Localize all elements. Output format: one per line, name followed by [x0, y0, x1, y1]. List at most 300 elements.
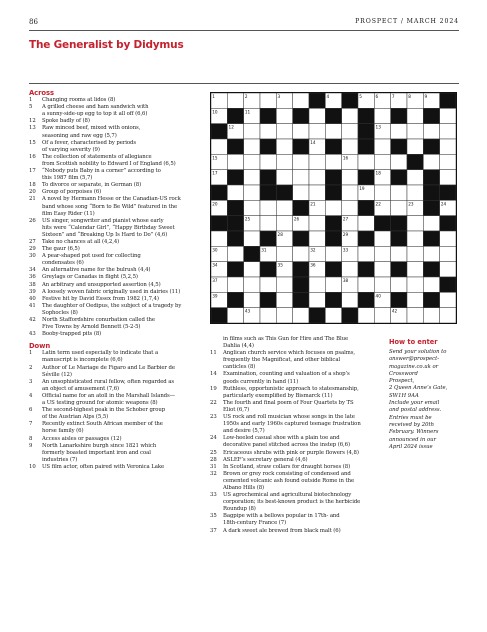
across-clue-line [29, 225, 204, 232]
grid-block-cell [391, 139, 407, 154]
clue-column-middle [210, 336, 382, 535]
clue-number [29, 357, 42, 364]
grid-cell[interactable] [325, 154, 341, 169]
clue-text: Ruthless, opportunistic approach to statesmanship, [223, 385, 359, 392]
grid-cell[interactable] [342, 139, 358, 154]
grid-cell[interactable] [276, 246, 292, 261]
grid-cell[interactable] [293, 124, 309, 139]
clue-text: Group of porpoises (6) [42, 189, 102, 196]
grid-block-cell [358, 262, 374, 277]
grid-cell[interactable] [423, 246, 439, 261]
grid-cell[interactable] [276, 139, 292, 154]
clue-number: 8 [29, 435, 33, 442]
grid-block-cell [293, 292, 309, 307]
grid-cell[interactable] [309, 108, 325, 123]
across-clue-line [29, 133, 204, 140]
title-rule [29, 83, 459, 84]
clue-number [210, 343, 223, 350]
grid-cell[interactable] [325, 277, 341, 292]
grid-clue-number: 14 [310, 140, 316, 145]
down-clue-line [210, 506, 382, 513]
how-to-enter-line: magazine.co.uk or [389, 363, 439, 370]
clue-number [210, 336, 223, 343]
grid-clue-number: 31 [261, 247, 267, 253]
grid-cell[interactable] [260, 200, 276, 215]
grid-clue-number: 27 [342, 216, 349, 222]
clue-number: 19 [210, 385, 217, 392]
down-clue-line [210, 364, 382, 371]
grid-cell[interactable] [276, 308, 292, 323]
grid-block-cell [423, 292, 439, 307]
grid-block-cell [309, 93, 325, 108]
grid-cell[interactable] [374, 262, 390, 277]
clue-number [29, 232, 42, 239]
clue-text: The daughter of Oedipus, the subject of a tragedy by [42, 302, 182, 309]
clue-number [29, 400, 42, 407]
grid-cell[interactable] [276, 277, 292, 292]
grid-cell[interactable] [309, 216, 325, 231]
grid-block-cell [423, 262, 439, 277]
clue-text: goods currently in hand (11) [223, 378, 299, 385]
across-clue-line [29, 140, 204, 147]
clue-number: 11 [210, 350, 217, 357]
grid-cell[interactable] [374, 185, 390, 200]
grid-cell[interactable] [423, 308, 439, 323]
grid-block-cell [293, 277, 309, 292]
grid-cell[interactable] [374, 246, 390, 261]
across-clue-line [29, 303, 204, 310]
down-clue-line [210, 528, 382, 535]
grid-clue-number: 7 [391, 94, 395, 99]
clue-text: decorative panel stitched across the instep (6,6) [223, 442, 351, 449]
down-clue-line [29, 428, 204, 435]
grid-cell[interactable] [407, 262, 423, 277]
clue-text: In Scotland, straw collars for draught horses (8) [223, 463, 351, 470]
grid-cell[interactable] [260, 154, 276, 169]
grid-cell[interactable] [440, 246, 456, 261]
grid-block-cell [309, 308, 325, 323]
grid-cell[interactable] [276, 170, 292, 185]
grid-block-cell [244, 246, 260, 261]
clue-number: 27 [29, 238, 36, 245]
page-number: 86 [29, 18, 38, 26]
grid-cell[interactable] [374, 139, 390, 154]
grid-clue-number: 8 [408, 94, 411, 99]
clue-number [29, 310, 42, 317]
down-clue-line [29, 457, 204, 464]
grid-clue-number: 5 [359, 94, 362, 99]
clue-text: The fourth and final poem of Four Quartets by TS [223, 399, 354, 406]
grid-cell[interactable] [423, 216, 439, 231]
grid-cell[interactable] [276, 154, 292, 169]
grid-block-cell [440, 93, 456, 108]
grid-cell[interactable] [227, 93, 243, 108]
clue-number: 6 [29, 407, 33, 414]
grid-cell[interactable] [407, 292, 423, 307]
grid-cell[interactable] [391, 185, 407, 200]
clue-number: 24 [210, 435, 217, 442]
grid-cell[interactable] [260, 124, 276, 139]
grid-cell[interactable] [440, 170, 456, 185]
grid-cell[interactable] [391, 277, 407, 292]
grid-cell[interactable] [358, 246, 374, 261]
puzzle-title: The Generalist by Didymus [29, 39, 184, 51]
grid-cell[interactable] [244, 139, 260, 154]
grid-cell[interactable] [309, 231, 325, 246]
grid-cell[interactable] [309, 154, 325, 169]
grid-cell[interactable] [391, 124, 407, 139]
across-clue-line [29, 246, 204, 253]
grid-cell[interactable] [227, 185, 243, 200]
across-clue-line [29, 189, 204, 196]
grid-cell[interactable] [407, 170, 423, 185]
down-heading: Down [29, 342, 51, 351]
grid-cell[interactable] [309, 170, 325, 185]
how-to-enter-line: February. Winners [389, 429, 439, 436]
clue-number [210, 364, 223, 371]
clue-column-left [29, 90, 204, 471]
clue-number: 13 [29, 125, 36, 132]
clue-number: 21 [29, 196, 36, 203]
clue-text: US rock and roll musician whose songs in the late [223, 414, 355, 421]
grid-block-cell [293, 231, 309, 246]
clue-number: 23 [210, 414, 217, 421]
grid-clue-number: 23 [408, 201, 414, 207]
grid-block-cell [423, 231, 439, 246]
down-clue-line [210, 442, 382, 449]
grid-clue-number: 34 [212, 262, 218, 268]
grid-cell[interactable] [358, 154, 374, 169]
grid-cell[interactable] [227, 154, 243, 169]
grid-cell[interactable] [342, 108, 358, 123]
clue-number [210, 357, 223, 364]
clue-text: particularly exemplified by Bismarck (11) [223, 392, 333, 399]
clue-number [210, 499, 223, 506]
clue-number: 42 [29, 317, 36, 323]
down-clue-line [210, 379, 382, 386]
grid-cell[interactable] [342, 185, 358, 200]
grid-cell[interactable] [440, 124, 456, 139]
grid-cell[interactable] [440, 308, 456, 323]
how-to-enter-line: Include your email [389, 400, 440, 407]
grid-cell[interactable] [358, 277, 374, 292]
clue-number [29, 211, 42, 218]
grid-block-cell [325, 185, 341, 200]
down-clue-line [210, 485, 382, 492]
clue-text: Author of Le Mariage de Figaro and Le Barbier de [42, 364, 175, 371]
grid-cell[interactable] [407, 308, 423, 323]
grid-cell[interactable] [227, 246, 243, 261]
clue-text: US singer, songwriter and pianist whose early [42, 217, 164, 224]
grid-clue-number: 16 [342, 155, 349, 161]
across-clue-line [29, 118, 204, 125]
grid-clue-number: 40 [375, 293, 381, 299]
grid-cell[interactable] [423, 154, 439, 169]
down-clue-list-part1 [29, 350, 204, 471]
down-clue-line [29, 379, 204, 386]
grid-cell[interactable] [342, 124, 358, 139]
clue-text: industries (7) [42, 456, 78, 463]
grid-cell[interactable] [276, 292, 292, 307]
clue-text: Recently extinct South African member of the [42, 421, 163, 428]
grid-block-cell [342, 308, 358, 323]
grid-cell[interactable] [440, 231, 456, 246]
down-clue-line [29, 443, 204, 450]
clue-number: 15 [29, 139, 36, 146]
grid-cell[interactable] [244, 154, 260, 169]
grid-block-cell [325, 292, 341, 307]
clue-text: Changing rooms at lidos (8) [42, 97, 116, 104]
grid-cell[interactable] [244, 124, 260, 139]
grid-cell[interactable] [325, 124, 341, 139]
clue-text: A pear-shaped pot used for collecting [42, 253, 141, 260]
clue-text: canticles (8) [223, 364, 256, 371]
across-clue-line [29, 147, 204, 154]
grid-clue-number: 41 [212, 308, 218, 314]
clue-text: a sunny-side-up egg to top it all off (6,6) [42, 111, 148, 118]
clue-text: Latin term used especially to indicate that a [42, 350, 159, 357]
grid-cell[interactable] [374, 231, 390, 246]
grid-clue-number: 42 [391, 308, 398, 314]
grid-cell[interactable] [407, 108, 423, 123]
grid-clue-number: 4 [326, 94, 330, 99]
clue-number [29, 386, 42, 393]
down-clue-line [29, 464, 204, 471]
grid-block-cell [211, 185, 227, 200]
clue-text: Examination, counting and valuation of a shop’s [223, 371, 350, 378]
grid-block-cell [227, 139, 243, 154]
grid-cell[interactable] [342, 200, 358, 215]
grid-cell[interactable] [244, 292, 260, 307]
clue-number [29, 428, 42, 435]
clue-number: 16 [29, 153, 36, 160]
grid-block-cell [260, 185, 276, 200]
grid-cell[interactable] [440, 292, 456, 307]
clue-number: 37 [210, 527, 217, 534]
grid-cell[interactable] [260, 277, 276, 292]
grid-cell[interactable] [391, 200, 407, 215]
grid-cell[interactable] [342, 292, 358, 307]
how-to-enter-box [389, 338, 459, 451]
grid-cell[interactable] [260, 216, 276, 231]
grid-cell[interactable] [407, 185, 423, 200]
grid-cell[interactable] [391, 154, 407, 169]
clue-number: 43 [29, 331, 36, 338]
grid-block-cell [407, 154, 423, 169]
grid-cell[interactable] [407, 139, 423, 154]
grid-cell[interactable] [293, 93, 309, 108]
grid-block-cell [358, 200, 374, 215]
grid-cell[interactable] [309, 277, 325, 292]
grid-block-cell [423, 185, 439, 200]
clue-text: A grilled cheese and ham sandwich with [42, 104, 149, 111]
grid-block-cell [391, 216, 407, 231]
grid-cell[interactable] [244, 231, 260, 246]
how-to-enter-line: received by 20th [389, 421, 435, 428]
grid-cell[interactable] [440, 154, 456, 169]
grid-cell[interactable] [440, 139, 456, 154]
grid-cell[interactable] [374, 154, 390, 169]
grid-clue-number: 6 [375, 94, 379, 99]
grid-block-cell [227, 170, 243, 185]
grid-cell[interactable] [423, 277, 439, 292]
grid-block-cell [325, 108, 341, 123]
grid-cell[interactable] [309, 185, 325, 200]
clue-text: a US testing ground for atomic weapons (8) [42, 400, 158, 407]
grid-cell[interactable] [374, 308, 390, 323]
clue-number: 33 [210, 492, 217, 499]
across-clue-line [29, 204, 204, 211]
clue-text: Brown or grey rock consisting of condensed and [223, 470, 351, 477]
clue-number: 30 [29, 253, 36, 260]
clue-text: Take no chances at all (4,2,4) [42, 238, 120, 245]
grid-cell[interactable] [293, 185, 309, 200]
clue-text: horse family (6) [42, 428, 84, 435]
grid-block-cell [440, 277, 456, 292]
across-clue-line [29, 218, 204, 225]
grid-cell[interactable] [227, 308, 243, 323]
clue-text: manuscript is incomplete (6,6) [42, 357, 123, 364]
grid-cell[interactable] [309, 292, 325, 307]
clue-text: North Lanarkshire burgh since 1821 which [42, 442, 157, 449]
how-to-enter-body [389, 349, 459, 451]
grid-cell[interactable] [276, 124, 292, 139]
grid-cell[interactable] [276, 108, 292, 123]
clue-text: A dark sweet ale brewed from black malt (6) [223, 527, 341, 534]
grid-cell[interactable] [227, 277, 243, 292]
clue-number: 35 [210, 513, 217, 520]
grid-cell[interactable] [407, 246, 423, 261]
down-clue-line [210, 520, 382, 527]
grid-block-cell [391, 292, 407, 307]
down-clue-line [210, 457, 382, 464]
clue-number [29, 133, 42, 140]
grid-block-cell [260, 231, 276, 246]
across-clue-line [29, 211, 204, 218]
grid-cell[interactable] [293, 246, 309, 261]
clue-number: 2 [29, 364, 33, 371]
grid-cell[interactable] [293, 170, 309, 185]
grid-block-cell [260, 292, 276, 307]
grid-block-cell [358, 139, 374, 154]
grid-clue-number: 24 [440, 201, 447, 207]
across-clue-line [29, 282, 204, 289]
grid-clue-number: 25 [244, 216, 251, 222]
clue-text: North Staffordshire conurbation called the [42, 317, 155, 323]
grid-block-cell [325, 139, 341, 154]
grid-block-cell [391, 170, 407, 185]
grid-cell[interactable] [407, 124, 423, 139]
grid-cell[interactable] [325, 308, 341, 323]
clue-text: An arbitrary and unsupported assertion (4,5) [42, 281, 161, 288]
grid-block-cell [358, 231, 374, 246]
down-clue-line [210, 464, 382, 471]
grid-cell[interactable] [293, 154, 309, 169]
clue-number [210, 379, 223, 386]
clue-text: seasoning and raw egg (5,7) [42, 132, 117, 139]
grid-cell[interactable] [440, 108, 456, 123]
clue-text: corporation; its best-known product is the herbicide [223, 499, 361, 506]
clue-text: To divorce or separate, in German (8) [42, 182, 142, 189]
grid-clue-number: 13 [375, 124, 381, 130]
clue-text: US agrochemical and agricultural biotechnology [223, 492, 352, 499]
grid-block-cell [260, 108, 276, 123]
grid-cell[interactable] [244, 185, 260, 200]
clue-number [210, 428, 223, 435]
across-clue-line [29, 289, 204, 296]
grid-cell[interactable] [276, 200, 292, 215]
grid-cell[interactable] [391, 246, 407, 261]
grid-cell[interactable] [325, 246, 341, 261]
down-clue-line [210, 414, 382, 421]
across-clue-line [29, 154, 204, 161]
grid-block-cell [391, 262, 407, 277]
grid-block-cell [227, 292, 243, 307]
clue-text: Festive hit by David Essex from 1982 (1,7,4) [42, 295, 159, 302]
grid-cell[interactable] [211, 231, 227, 246]
clue-text: of varying severity (9) [42, 146, 100, 153]
down-clue-line [210, 407, 382, 414]
grid-cell[interactable] [342, 170, 358, 185]
grid-cell[interactable] [309, 124, 325, 139]
clue-number [210, 478, 223, 485]
grid-cell[interactable] [244, 170, 260, 185]
grid-cell[interactable] [407, 216, 423, 231]
grid-block-cell [227, 200, 243, 215]
grid-cell[interactable] [244, 277, 260, 292]
grid-cell[interactable] [293, 308, 309, 323]
grid-clue-number: 19 [359, 186, 365, 191]
grid-cell[interactable] [342, 262, 358, 277]
grid-cell[interactable] [358, 308, 374, 323]
clue-text: The second-highest peak in the Schober group [42, 407, 166, 414]
grid-clue-number: 26 [293, 216, 300, 222]
grid-cell[interactable] [440, 262, 456, 277]
down-clue-line [210, 343, 382, 350]
clue-number [210, 506, 223, 513]
clue-text: Albano Hills (8) [223, 484, 265, 491]
across-clue-list [29, 97, 204, 338]
grid-cell[interactable] [374, 108, 390, 123]
clue-text: Anglican church service which focuses on psalms, [223, 350, 355, 357]
grid-cell[interactable] [407, 277, 423, 292]
grid-cell[interactable] [260, 308, 276, 323]
grid-cell[interactable] [325, 200, 341, 215]
grid-cell[interactable] [260, 93, 276, 108]
grid-clue-number: 43 [244, 308, 251, 314]
grid-cell[interactable] [244, 200, 260, 215]
clue-text: Roundup (8) [223, 506, 256, 513]
grid-clue-number: 11 [244, 109, 251, 115]
grid-cell[interactable] [358, 216, 374, 231]
grid-cell[interactable] [374, 277, 390, 292]
crossword-grid [210, 92, 457, 324]
grid-cell[interactable] [276, 216, 292, 231]
grid-cell[interactable] [244, 262, 260, 277]
grid-block-cell [325, 170, 341, 185]
down-clue-line [210, 492, 382, 499]
grid-cell[interactable] [407, 231, 423, 246]
grid-cell[interactable] [423, 124, 439, 139]
grid-block-cell [358, 124, 374, 139]
grid-clue-number: 28 [277, 232, 283, 237]
grid-cell[interactable] [211, 139, 227, 154]
clue-number: 34 [29, 267, 36, 274]
across-heading: Across [29, 89, 54, 97]
clue-number [29, 111, 42, 118]
clue-text: 1950s and early 1960s captured teenage frustration [223, 421, 361, 428]
crossword-grid-svg [211, 93, 456, 323]
